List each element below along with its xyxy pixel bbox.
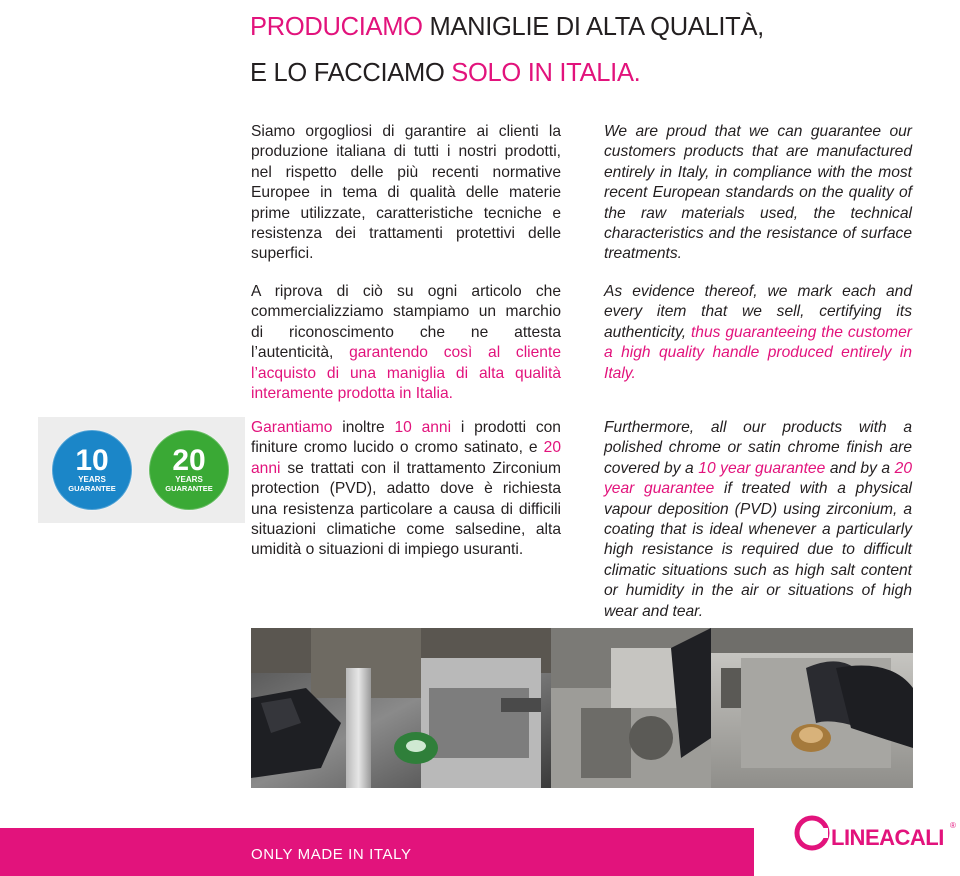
badge-number: 20	[172, 444, 206, 477]
badge-line2: GUARANTEE	[165, 484, 213, 493]
title-text: E LO FACCIAMO	[250, 59, 452, 87]
paragraph-highlight: 20 anni	[251, 439, 561, 477]
lineacali-logo	[794, 812, 960, 852]
footer-bar	[0, 828, 754, 876]
logo-wordmark: LINEACALI	[831, 825, 944, 850]
20-year-guarantee-badge	[146, 427, 232, 513]
title-highlight: SOLO IN ITALIA.	[451, 59, 641, 87]
paragraph-text: i prodotti con finiture cromo lucido o cromo satinato, e	[251, 419, 561, 457]
paragraph-text: se trattati con il trattamento Zirconium protection (PVD), adatto dove è richiesta una resistenza particolare a causa di difficili situazioni climatiche come salsedine, alta umidità o situazioni di impiego usuranti.	[251, 459, 561, 559]
10-year-guarantee-badge	[49, 427, 135, 513]
paragraph-text: A riprova di ciò su ogni articolo che commercializziamo stampiamo un marchio di riconoscimento che ne attesta l’autenticità,	[251, 283, 561, 362]
title-highlight: PRODUCIAMO	[250, 13, 423, 41]
badge-number: 10	[75, 444, 109, 477]
italian-paragraph-2	[251, 282, 561, 404]
guarantee-badges	[38, 417, 245, 523]
paragraph-text: Furthermore, all our products with a polished chrome or satin chrome finish are covered by a	[604, 419, 912, 477]
paragraph-highlight: garantendo così al cliente l’acquisto di una maniglia di alta qualità interamente prodotta in Italia.	[251, 344, 561, 403]
paragraph-text: As evidence thereof, we mark each and every item that we sell, certifying its authenticity,	[604, 283, 912, 341]
production-photo	[251, 628, 913, 788]
paragraph-text: We are proud that we can guarantee our customers products that are manufactured entirely in Italy, in compliance with the most recent European standards on the quality of the raw materials used, the technical characteristics and the resistance of surface treatments.	[604, 123, 912, 263]
paragraph-highlight: 10 anni	[394, 419, 452, 436]
footer-text: ONLY MADE IN ITALY	[251, 846, 412, 863]
paragraph-highlight: thus guaranteeing the customer a high quality handle produced entirely in Italy.	[604, 323, 912, 382]
badge-line2: GUARANTEE	[68, 484, 116, 493]
paragraph-text: Siamo orgogliosi di garantire ai clienti la produzione italiana di tutti i nostri prodotti, nel rispetto delle più recenti normative Europee in tema di qualità delle materie prime utilizzate, caratteristiche tecniche e resistenza dei trattamenti protettivi delle superfici.	[251, 123, 561, 263]
badge-line1: YEARS	[175, 475, 203, 484]
paragraph-text: and by a	[825, 459, 895, 477]
badge-line1: YEARS	[78, 475, 106, 484]
paragraph-highlight: Garantiamo	[251, 419, 333, 436]
title-text: MANIGLIE DI ALTA QUALITÀ,	[422, 13, 764, 41]
page-title	[250, 4, 764, 96]
english-paragraph-1	[604, 122, 912, 265]
english-paragraph-2	[604, 282, 912, 384]
paragraph-highlight: 10 year guarantee	[698, 459, 826, 477]
english-paragraph-3	[604, 418, 912, 622]
paragraph-highlight: 20 year guarantee	[604, 459, 912, 498]
paragraph-text: if treated with a physical vapour deposition (PVD) using zirconium, a coating that is ideal whenever a particularly high resistance is required due to difficult climatic situations such as high salt content or humidity in the air or situations of high wear and tear.	[604, 480, 912, 620]
registered-mark: ®	[950, 821, 956, 830]
italian-paragraph-3	[251, 418, 561, 561]
workshop-image	[251, 628, 913, 788]
paragraph-text: inoltre	[332, 419, 395, 436]
italian-paragraph-1	[251, 122, 561, 265]
